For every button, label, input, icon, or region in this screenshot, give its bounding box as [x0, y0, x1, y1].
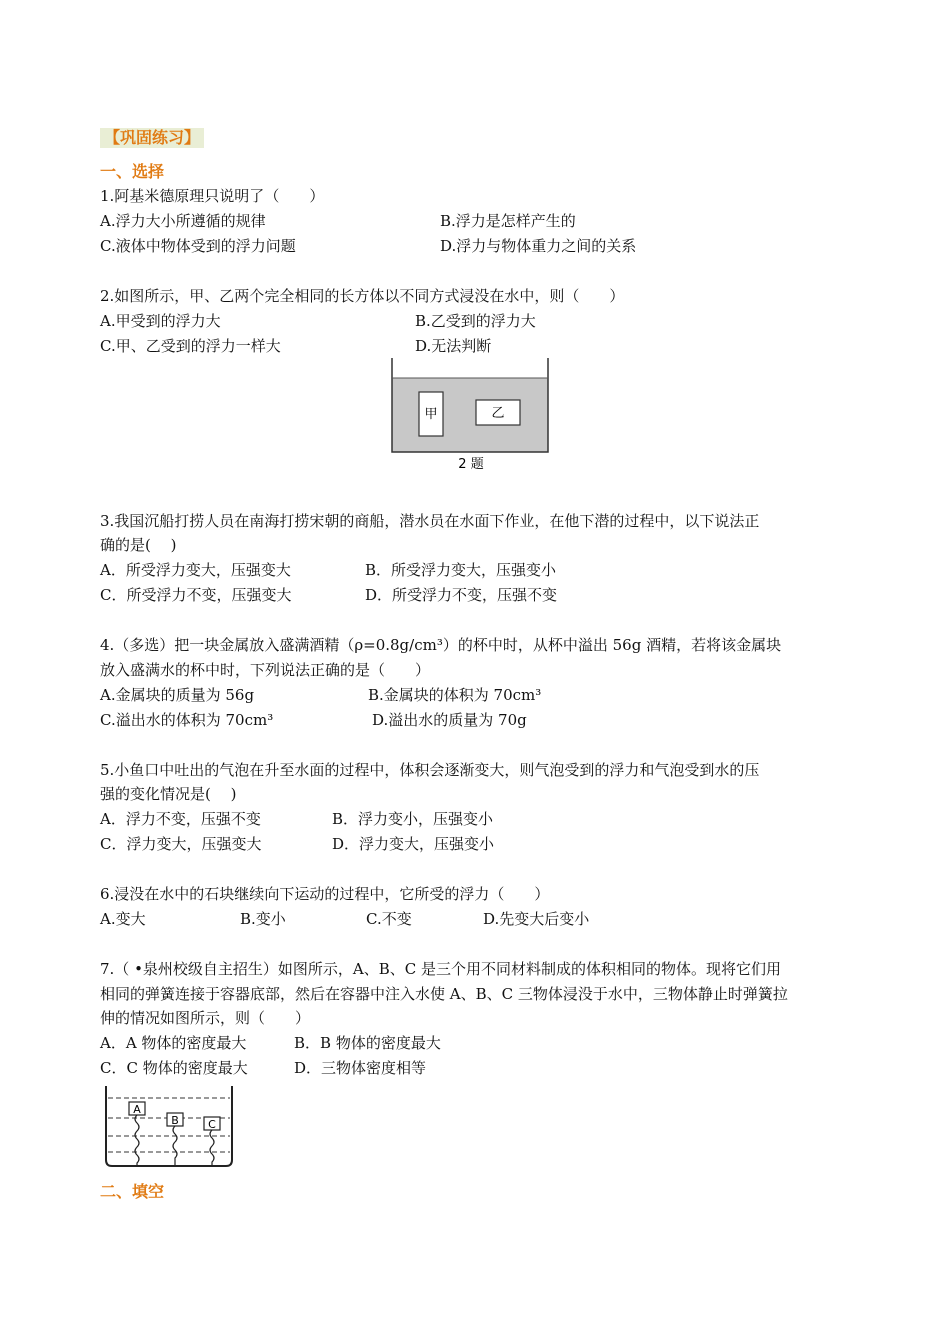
q2-option-d[interactable]: D.无法判断 [415, 337, 492, 355]
q4-option-c[interactable]: C.溢出水的体积为 70cm³ [100, 711, 274, 729]
q2-option-c[interactable]: C.甲、乙受到的浮力一样大 [100, 337, 281, 355]
q5-option-b[interactable]: B．浮力变小，压强变小 [332, 810, 494, 828]
q2-figure-caption: 2 题 [458, 457, 484, 472]
q1-option-d[interactable]: D.浮力与物体重力之间的关系 [440, 237, 637, 255]
q7-stem-line1: 7.（ •泉州校级自主招生）如图所示，A、B、C 是三个用不同材料制成的体积相同的物体。现将它们用 [100, 960, 782, 978]
practice-title: 【巩固练习】 [100, 128, 204, 148]
q3-stem-line1: 3.我国沉船打捞人员在南海打捞宋朝的商船，潜水员在水面下作业，在他下潜的过程中，以下说法正 [100, 512, 760, 530]
q4-option-b[interactable]: B.金属块的体积为 70cm³ [368, 686, 542, 704]
label-c: C [208, 1118, 216, 1131]
q3-option-c[interactable]: C．所受浮力不变，压强变大 [100, 586, 292, 604]
label-b: B [171, 1114, 179, 1127]
q5-option-a[interactable]: A．浮力不变，压强不变 [100, 810, 261, 828]
q7-figure [100, 1082, 240, 1172]
q6-option-d[interactable]: D.先变大后变小 [483, 910, 590, 928]
q1-option-a[interactable]: A.浮力大小所遵循的规律 [100, 212, 266, 230]
label-jia: 甲 [424, 407, 438, 422]
q3-option-a[interactable]: A．所受浮力变大，压强变大 [100, 561, 291, 579]
q5-option-d[interactable]: D．浮力变大，压强变小 [332, 835, 495, 853]
q7-option-d[interactable]: D．三物体密度相等 [294, 1059, 427, 1077]
q4-option-a[interactable]: A.金属块的质量为 56g [100, 686, 255, 704]
q6-option-c[interactable]: C.不变 [366, 910, 412, 928]
q3-option-d[interactable]: D．所受浮力不变，压强不变 [365, 586, 558, 604]
q2-option-a[interactable]: A.甲受到的浮力大 [100, 312, 221, 330]
section-choice: 一、选择 [100, 162, 165, 181]
q2-option-b[interactable]: B.乙受到的浮力大 [415, 312, 536, 330]
q6-stem: 6.浸没在水中的石块继续向下运动的过程中，它所受的浮力（ ） [100, 885, 550, 903]
q3-stem-line2: 确的是( ) [100, 536, 177, 554]
spring-a [135, 1115, 139, 1166]
q7-option-b[interactable]: B．B 物体的密度最大 [294, 1034, 441, 1052]
label-yi: 乙 [491, 406, 505, 421]
spring-b [173, 1126, 177, 1166]
q5-stem-line1: 5.小鱼口中吐出的气泡在升至水面的过程中，体积会逐渐变大，则气泡受到的浮力和气泡受到水的压 [100, 761, 760, 779]
q2-figure [385, 356, 560, 476]
q7-stem-line2: 相同的弹簧连接于容器底部，然后在容器中注入水使 A、B、C 三物体浸没于水中，三物体静止时弹簧拉 [100, 985, 788, 1003]
q7-option-c[interactable]: C．C 物体的密度最大 [100, 1059, 248, 1077]
q1-option-b[interactable]: B.浮力是怎样产生的 [440, 212, 576, 230]
q7-option-a[interactable]: A．A 物体的密度最大 [100, 1034, 247, 1052]
q7-stem-line3: 伸的情况如图所示，则（ ） [100, 1009, 311, 1027]
q6-option-b[interactable]: B.变小 [240, 910, 286, 928]
q4-stem-line2: 放入盛满水的杯中时，下列说法正确的是（ ） [100, 661, 431, 679]
q2-stem: 2.如图所示，甲、乙两个完全相同的长方体以不同方式浸没在水中，则（ ） [100, 287, 625, 305]
q1-option-c[interactable]: C.液体中物体受到的浮力问题 [100, 237, 296, 255]
q4-stem-line1: 4.（多选）把一块金属放入盛满酒精（ρ=0.8g/cm³）的杯中时，从杯中溢出 56g 酒精，若将该金属块 [100, 636, 782, 654]
q5-option-c[interactable]: C．浮力变大，压强变大 [100, 835, 262, 853]
q1-stem: 1.阿基米德原理只说明了（ ） [100, 187, 325, 205]
section-fill: 二、填空 [100, 1182, 165, 1201]
q3-option-b[interactable]: B．所受浮力变大，压强变小 [365, 561, 557, 579]
label-a: A [133, 1103, 141, 1116]
q6-option-a[interactable]: A.变大 [100, 910, 146, 928]
spring-c [210, 1130, 214, 1166]
q4-option-d[interactable]: D.溢出水的质量为 70g [372, 711, 527, 729]
q5-stem-line2: 强的变化情况是( ) [100, 785, 237, 803]
water-region [392, 378, 548, 452]
